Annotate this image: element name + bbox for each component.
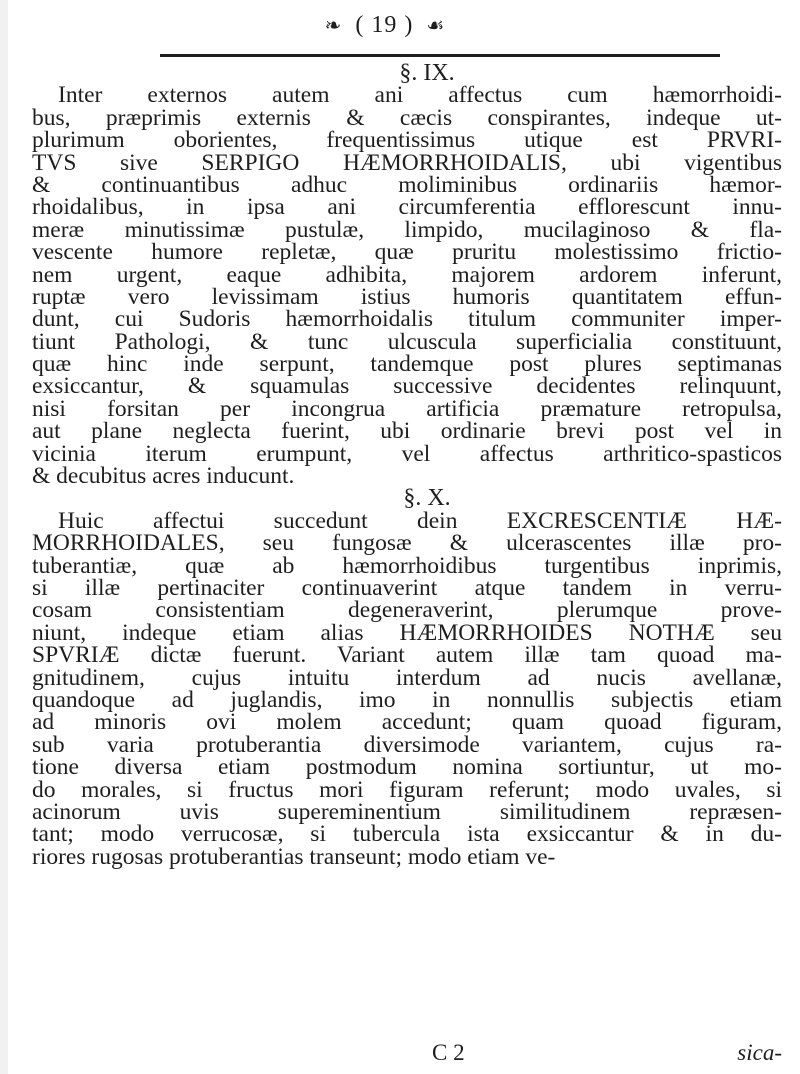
page-footer [32,1040,782,1064]
text-line: & continuantibus adhuc moliminibus ordinariis hæmor- [32,171,782,198]
text-line: vicinia iterum erumpunt, vel affectus arthritico-spasticos [32,440,782,467]
text-line: do morales, si fructus mori figuram referunt; modo uvales, si [32,776,782,803]
section-heading-ix: §. IX. [399,60,455,86]
text-line: quandoque ad juglandis, imo in nonnullis subjectis etiam [32,686,782,713]
text-line: & decubitus acres inducunt. [32,463,295,490]
scan-gutter [0,0,8,1074]
ornament-right-icon: ☙ [426,15,446,37]
page-header [60,2,760,58]
text-line: vescente humore repletæ, quæ pruritu molestissimo frictio- [32,239,782,266]
body-text [32,62,782,868]
text-line: TVS sive SERPIGO HÆMORRHOIDALIS, ubi vigentibus [32,149,782,176]
text-line: exsiccantur, & squamulas successive decidentes relinquunt, [32,373,782,400]
text-line: quæ hinc inde serpunt, tandemque post plures septimanas [32,351,782,378]
text-line: MORRHOIDALES, seu fungosæ & ulcerascentes illæ pro- [32,530,782,557]
text-line: aut plane neglecta fuerint, ubi ordinarie brevi post vel in [32,418,782,445]
text-line: ad minoris ovi molem accedunt; quam quoad figuram, [32,709,782,736]
text-line: gnitudinem, cujus intuitu interdum ad nucis avellanæ, [32,664,782,691]
text-line: plurimum oborientes, frequentissimus utique est PRVRI- [32,127,782,154]
text-line: tuberantiæ, quæ ab hæmorrhoidibus turgentibus inprimis, [32,552,782,579]
text-line: dunt, cui Sudoris hæmorrhoidalis titulum communiter imper- [32,306,782,333]
text-line: Huic affectui succedunt dein EXCRESCENTIÆ HÆ- [58,507,782,534]
text-line: riores rugosas protuberantias transeunt; modo etiam ve- [32,843,556,870]
text-line: acinorum uvis supereminentium similitudinem repræsen- [32,798,782,825]
text-line: SPVRIÆ dictæ fuerunt. Variant autem illæ tam quoad ma- [32,642,782,669]
text-line: sub varia protuberantia diversimode variantem, cujus ra- [32,731,782,758]
text-line: nisi forsitan per incongrua artificia præmature retropulsa, [32,395,782,422]
section-heading-x: §. X. [403,485,451,512]
text-line: niunt, indeque etiam alias HÆMORRHOIDES NOTHÆ seu [32,619,782,646]
text-line: si illæ pertinaciter continuaverint atque tandem in verru- [32,574,782,601]
running-head [250,12,520,39]
section-ix-body [32,82,782,490]
text-line: rhoidalibus, in ipsa ani circumferentia efflorescunt innu- [32,194,782,221]
text-line: tant; modo verrucosæ, si tubercula ista exsiccantur & in du- [32,821,782,848]
text-line: meræ minutissimæ pustulæ, limpido, mucilaginoso & fla- [32,216,782,243]
text-line: tiunt Pathologi, & tunc ulcuscula superficialia constituunt, [32,328,782,355]
page-number: ( 19 ) [355,12,414,38]
text-line: nem urgent, eaque adhibita, majorem ardorem inferunt, [32,261,782,288]
text-line: Inter externos autem ani affectus cum hæmorrhoidi- [58,82,782,109]
signature-mark: C 2 [432,1040,465,1065]
section-x-body [32,507,782,870]
header-rule [160,54,720,57]
text-line: bus, præprimis externis & cæcis conspirantes, indeque ut- [32,104,782,131]
catchword: sica- [737,1040,782,1065]
ornament-left-icon: ❧ [324,15,343,37]
text-line: tione diversa etiam postmodum nomina sortiuntur, ut mo- [32,754,782,781]
text-line: cosam consistentiam degeneraverint, plerumque prove- [32,597,782,624]
text-line: ruptæ vero levissimam istius humoris quantitatem effun- [32,283,782,310]
